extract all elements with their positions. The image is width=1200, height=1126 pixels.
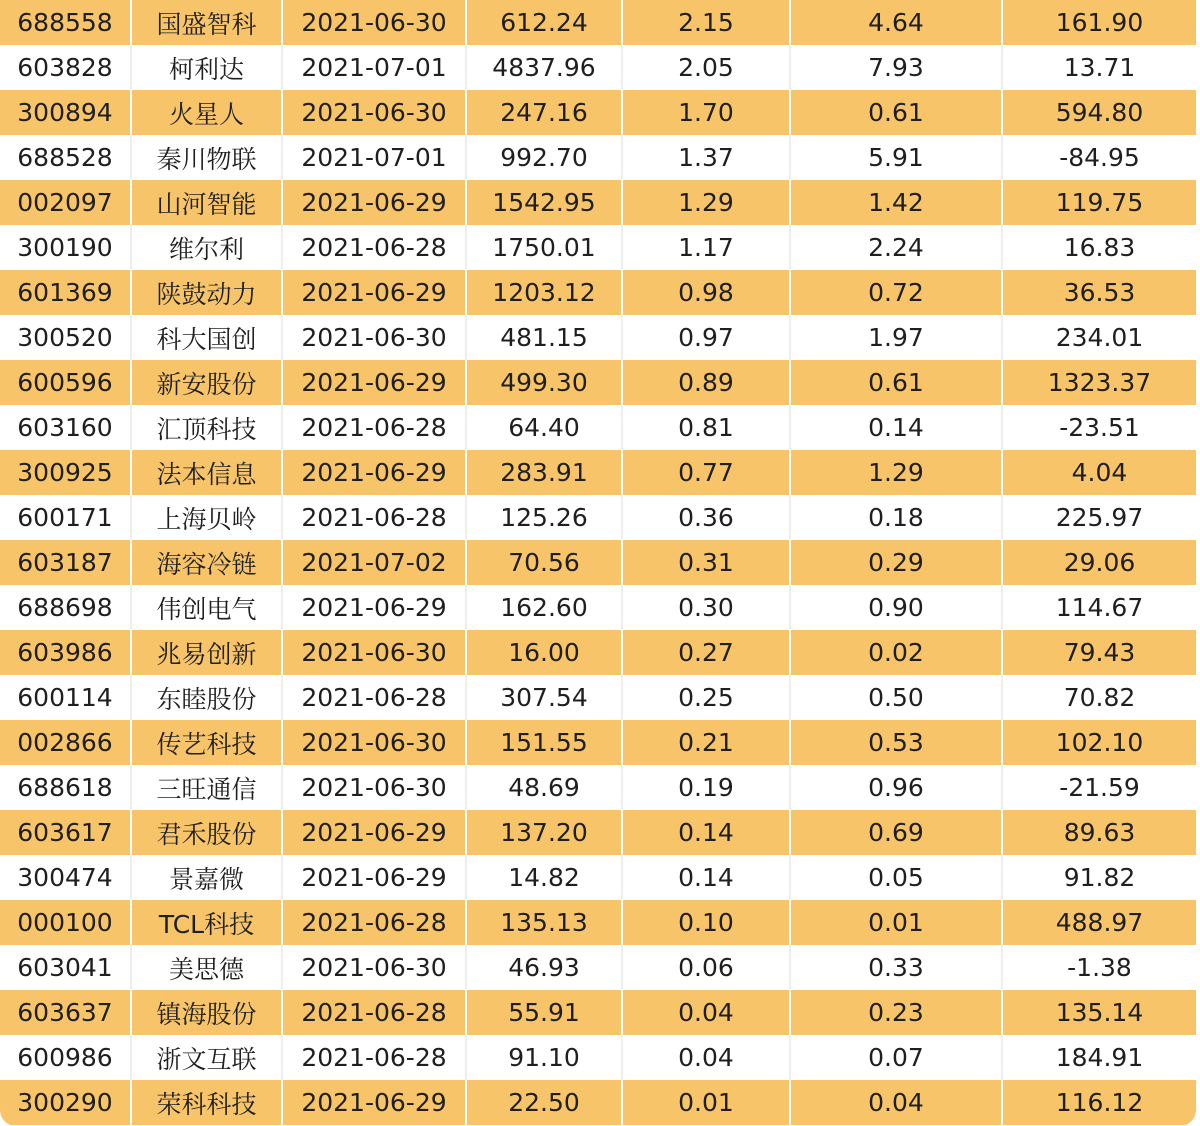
- cell-stock-name: 浙文互联: [131, 1035, 282, 1080]
- cell-change: 16.83: [1002, 225, 1196, 270]
- cell-ratio-a: 0.10: [622, 900, 790, 945]
- cell-date: 2021-06-28: [282, 405, 466, 450]
- cell-change: -1.38: [1002, 945, 1196, 990]
- cell-ratio-b: 4.64: [790, 0, 1002, 45]
- cell-ratio-b: 0.53: [790, 720, 1002, 765]
- cell-date: 2021-06-29: [282, 450, 466, 495]
- cell-amount: 55.91: [466, 990, 622, 1035]
- cell-stock-code: 300925: [0, 450, 131, 495]
- cell-stock-code: 603041: [0, 945, 131, 990]
- cell-change: 135.14: [1002, 990, 1196, 1035]
- cell-change: -84.95: [1002, 135, 1196, 180]
- cell-amount: 14.82: [466, 855, 622, 900]
- cell-ratio-a: 0.36: [622, 495, 790, 540]
- cell-stock-code: 688528: [0, 135, 131, 180]
- cell-date: 2021-06-30: [282, 630, 466, 675]
- cell-date: 2021-06-29: [282, 180, 466, 225]
- cell-change: 119.75: [1002, 180, 1196, 225]
- cell-change: 488.97: [1002, 900, 1196, 945]
- cell-date: 2021-06-30: [282, 720, 466, 765]
- cell-stock-name: 陕鼓动力: [131, 270, 282, 315]
- cell-amount: 1750.01: [466, 225, 622, 270]
- table-row: [0, 0, 1196, 45]
- cell-ratio-a: 0.31: [622, 540, 790, 585]
- table-row: [0, 810, 1196, 855]
- cell-date: 2021-06-29: [282, 855, 466, 900]
- cell-ratio-a: 0.06: [622, 945, 790, 990]
- cell-ratio-b: 0.72: [790, 270, 1002, 315]
- cell-stock-name: 秦川物联: [131, 135, 282, 180]
- cell-amount: 70.56: [466, 540, 622, 585]
- cell-stock-code: 600986: [0, 1035, 131, 1080]
- cell-amount: 247.16: [466, 90, 622, 135]
- cell-amount: 4837.96: [466, 45, 622, 90]
- cell-stock-code: 300894: [0, 90, 131, 135]
- cell-amount: 22.50: [466, 1080, 622, 1125]
- cell-stock-name: TCL科技: [131, 900, 282, 945]
- cell-stock-code: 000100: [0, 900, 131, 945]
- cell-amount: 46.93: [466, 945, 622, 990]
- cell-ratio-a: 0.98: [622, 270, 790, 315]
- cell-stock-code: 601369: [0, 270, 131, 315]
- cell-ratio-b: 0.01: [790, 900, 1002, 945]
- cell-stock-name: 火星人: [131, 90, 282, 135]
- cell-date: 2021-06-28: [282, 675, 466, 720]
- cell-ratio-a: 1.37: [622, 135, 790, 180]
- cell-ratio-a: 0.30: [622, 585, 790, 630]
- cell-stock-code: 603160: [0, 405, 131, 450]
- cell-change: 161.90: [1002, 0, 1196, 45]
- cell-change: 594.80: [1002, 90, 1196, 135]
- cell-date: 2021-07-02: [282, 540, 466, 585]
- cell-stock-name: 兆易创新: [131, 630, 282, 675]
- cell-date: 2021-06-29: [282, 810, 466, 855]
- cell-ratio-b: 0.33: [790, 945, 1002, 990]
- cell-amount: 162.60: [466, 585, 622, 630]
- cell-stock-code: 300474: [0, 855, 131, 900]
- cell-change: 114.67: [1002, 585, 1196, 630]
- cell-ratio-a: 0.77: [622, 450, 790, 495]
- table-row: [0, 945, 1196, 990]
- cell-amount: 992.70: [466, 135, 622, 180]
- table-row: [0, 180, 1196, 225]
- cell-stock-name: 伟创电气: [131, 585, 282, 630]
- cell-amount: 135.13: [466, 900, 622, 945]
- cell-stock-code: 300520: [0, 315, 131, 360]
- cell-date: 2021-06-30: [282, 945, 466, 990]
- cell-date: 2021-06-29: [282, 1080, 466, 1125]
- table-row: [0, 765, 1196, 810]
- cell-stock-code: 603986: [0, 630, 131, 675]
- cell-stock-code: 600114: [0, 675, 131, 720]
- cell-ratio-a: 0.97: [622, 315, 790, 360]
- cell-date: 2021-06-28: [282, 225, 466, 270]
- cell-stock-code: 688558: [0, 0, 131, 45]
- table-row: [0, 45, 1196, 90]
- cell-change: 70.82: [1002, 675, 1196, 720]
- table-row: [0, 900, 1196, 945]
- cell-ratio-a: 0.04: [622, 1035, 790, 1080]
- cell-change: 79.43: [1002, 630, 1196, 675]
- cell-ratio-b: 0.69: [790, 810, 1002, 855]
- cell-stock-name: 景嘉微: [131, 855, 282, 900]
- cell-ratio-a: 2.05: [622, 45, 790, 90]
- cell-stock-name: 荣科科技: [131, 1080, 282, 1125]
- cell-ratio-b: 0.04: [790, 1080, 1002, 1125]
- cell-ratio-b: 0.02: [790, 630, 1002, 675]
- cell-stock-code: 600596: [0, 360, 131, 405]
- cell-stock-name: 美思德: [131, 945, 282, 990]
- cell-ratio-b: 1.42: [790, 180, 1002, 225]
- cell-ratio-b: 0.07: [790, 1035, 1002, 1080]
- cell-ratio-b: 0.96: [790, 765, 1002, 810]
- cell-amount: 612.24: [466, 0, 622, 45]
- cell-ratio-a: 0.89: [622, 360, 790, 405]
- cell-stock-name: 上海贝岭: [131, 495, 282, 540]
- cell-ratio-a: 0.81: [622, 405, 790, 450]
- cell-stock-name: 传艺科技: [131, 720, 282, 765]
- table-row: [0, 360, 1196, 405]
- cell-amount: 481.15: [466, 315, 622, 360]
- table-row: [0, 675, 1196, 720]
- cell-stock-code: 603187: [0, 540, 131, 585]
- cell-ratio-a: 0.04: [622, 990, 790, 1035]
- cell-change: 36.53: [1002, 270, 1196, 315]
- cell-ratio-a: 1.17: [622, 225, 790, 270]
- cell-date: 2021-06-29: [282, 360, 466, 405]
- cell-date: 2021-06-30: [282, 765, 466, 810]
- cell-change: 91.82: [1002, 855, 1196, 900]
- cell-stock-name: 新安股份: [131, 360, 282, 405]
- cell-stock-name: 科大国创: [131, 315, 282, 360]
- cell-date: 2021-06-28: [282, 495, 466, 540]
- cell-ratio-b: 5.91: [790, 135, 1002, 180]
- cell-date: 2021-06-29: [282, 585, 466, 630]
- cell-ratio-a: 0.19: [622, 765, 790, 810]
- cell-amount: 1542.95: [466, 180, 622, 225]
- cell-ratio-b: 0.61: [790, 360, 1002, 405]
- cell-amount: 125.26: [466, 495, 622, 540]
- table-row: [0, 1080, 1196, 1125]
- table-row: [0, 855, 1196, 900]
- cell-stock-name: 东睦股份: [131, 675, 282, 720]
- cell-ratio-a: 1.70: [622, 90, 790, 135]
- cell-stock-code: 600171: [0, 495, 131, 540]
- cell-amount: 283.91: [466, 450, 622, 495]
- cell-stock-code: 688618: [0, 765, 131, 810]
- cell-amount: 307.54: [466, 675, 622, 720]
- cell-ratio-b: 0.61: [790, 90, 1002, 135]
- cell-ratio-b: 0.50: [790, 675, 1002, 720]
- table-row: [0, 585, 1196, 630]
- cell-ratio-b: 1.97: [790, 315, 1002, 360]
- table-row: [0, 315, 1196, 360]
- cell-stock-name: 镇海股份: [131, 990, 282, 1035]
- table-row: [0, 495, 1196, 540]
- cell-ratio-a: 2.15: [622, 0, 790, 45]
- cell-ratio-a: 0.01: [622, 1080, 790, 1125]
- cell-date: 2021-06-30: [282, 0, 466, 45]
- table-row: [0, 135, 1196, 180]
- cell-stock-name: 国盛智科: [131, 0, 282, 45]
- cell-ratio-b: 2.24: [790, 225, 1002, 270]
- cell-ratio-b: 0.05: [790, 855, 1002, 900]
- table-row: [0, 990, 1196, 1035]
- table-row: [0, 225, 1196, 270]
- cell-amount: 91.10: [466, 1035, 622, 1080]
- cell-stock-code: 688698: [0, 585, 131, 630]
- cell-change: -23.51: [1002, 405, 1196, 450]
- cell-ratio-b: 0.29: [790, 540, 1002, 585]
- cell-amount: 137.20: [466, 810, 622, 855]
- cell-date: 2021-07-01: [282, 135, 466, 180]
- cell-date: 2021-06-30: [282, 315, 466, 360]
- table-row: [0, 720, 1196, 765]
- cell-ratio-b: 7.93: [790, 45, 1002, 90]
- cell-change: 89.63: [1002, 810, 1196, 855]
- table-row: [0, 90, 1196, 135]
- cell-stock-name: 君禾股份: [131, 810, 282, 855]
- cell-date: 2021-06-30: [282, 90, 466, 135]
- cell-stock-code: 603637: [0, 990, 131, 1035]
- cell-ratio-b: 0.23: [790, 990, 1002, 1035]
- table-row: [0, 405, 1196, 450]
- cell-change: 116.12: [1002, 1080, 1196, 1125]
- cell-ratio-b: 0.18: [790, 495, 1002, 540]
- table-row: [0, 270, 1196, 315]
- cell-ratio-b: 1.29: [790, 450, 1002, 495]
- cell-change: 1323.37: [1002, 360, 1196, 405]
- cell-amount: 64.40: [466, 405, 622, 450]
- cell-stock-name: 山河智能: [131, 180, 282, 225]
- cell-stock-code: 002866: [0, 720, 131, 765]
- cell-ratio-a: 0.14: [622, 855, 790, 900]
- cell-amount: 1203.12: [466, 270, 622, 315]
- cell-ratio-b: 0.90: [790, 585, 1002, 630]
- cell-ratio-a: 0.21: [622, 720, 790, 765]
- cell-stock-name: 三旺通信: [131, 765, 282, 810]
- cell-ratio-a: 0.27: [622, 630, 790, 675]
- cell-stock-code: 300290: [0, 1080, 131, 1125]
- cell-change: -21.59: [1002, 765, 1196, 810]
- cell-date: 2021-06-28: [282, 990, 466, 1035]
- cell-stock-code: 603828: [0, 45, 131, 90]
- cell-amount: 151.55: [466, 720, 622, 765]
- table-row: [0, 630, 1196, 675]
- table-row: [0, 540, 1196, 585]
- cell-change: 4.04: [1002, 450, 1196, 495]
- cell-amount: 499.30: [466, 360, 622, 405]
- cell-ratio-b: 0.14: [790, 405, 1002, 450]
- cell-change: 225.97: [1002, 495, 1196, 540]
- cell-change: 102.10: [1002, 720, 1196, 765]
- cell-ratio-a: 0.14: [622, 810, 790, 855]
- cell-stock-name: 维尔利: [131, 225, 282, 270]
- cell-stock-code: 002097: [0, 180, 131, 225]
- cell-stock-name: 海容冷链: [131, 540, 282, 585]
- cell-stock-code: 603617: [0, 810, 131, 855]
- cell-change: 29.06: [1002, 540, 1196, 585]
- cell-date: 2021-07-01: [282, 45, 466, 90]
- table-row: [0, 450, 1196, 495]
- cell-date: 2021-06-28: [282, 900, 466, 945]
- cell-change: 184.91: [1002, 1035, 1196, 1080]
- cell-ratio-a: 0.25: [622, 675, 790, 720]
- cell-stock-code: 300190: [0, 225, 131, 270]
- cell-amount: 48.69: [466, 765, 622, 810]
- table-row: [0, 1035, 1196, 1080]
- cell-change: 234.01: [1002, 315, 1196, 360]
- cell-stock-name: 柯利达: [131, 45, 282, 90]
- cell-stock-name: 法本信息: [131, 450, 282, 495]
- cell-change: 13.71: [1002, 45, 1196, 90]
- cell-ratio-a: 1.29: [622, 180, 790, 225]
- cell-stock-name: 汇顶科技: [131, 405, 282, 450]
- cell-date: 2021-06-28: [282, 1035, 466, 1080]
- cell-amount: 16.00: [466, 630, 622, 675]
- cell-date: 2021-06-29: [282, 270, 466, 315]
